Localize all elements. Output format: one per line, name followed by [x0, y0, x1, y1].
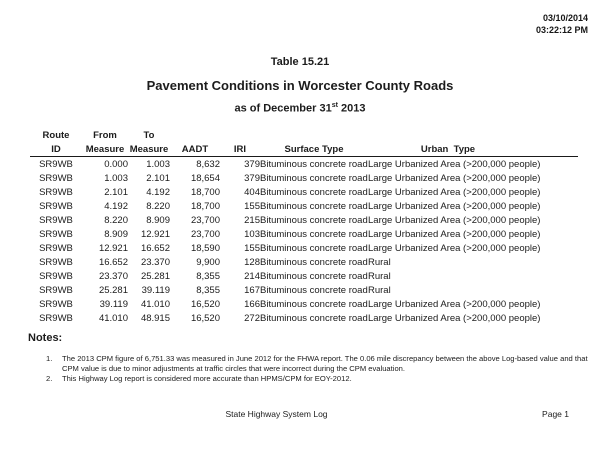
header-from: From: [93, 130, 117, 141]
table-row: [30, 213, 578, 227]
surface-type-cell: Bituminous concrete road: [260, 284, 368, 296]
urban-type-cell: Large Urbanized Area (>200,000 people): [368, 312, 541, 324]
route-id-cell: SR9WB: [39, 158, 73, 170]
aadt-cell: 8,355: [196, 284, 220, 296]
surface-type-cell: Bituminous concrete road: [260, 186, 368, 198]
from-measure-cell: 4.192: [104, 200, 128, 212]
aadt-cell: 23,700: [190, 214, 220, 226]
iri-cell: 379: [244, 172, 260, 184]
to-measure-cell: 2.101: [146, 172, 170, 184]
surface-type-cell: Bituminous concrete road: [260, 270, 368, 282]
subtitle-superscript: st: [331, 102, 338, 109]
iri-cell: 404: [244, 186, 260, 198]
route-id-cell: SR9WB: [39, 312, 73, 324]
header-route-id: ID: [30, 142, 82, 157]
from-measure-cell: 1.003: [104, 172, 128, 184]
aadt-cell: 8,355: [196, 270, 220, 282]
table-row: [30, 297, 578, 311]
table-row: [30, 199, 578, 213]
note-number: 1.: [46, 354, 53, 363]
from-measure-cell: 41.010: [98, 312, 128, 324]
from-measure-cell: 39.119: [99, 298, 128, 310]
iri-cell: 379: [244, 158, 260, 170]
table-number-title: Table 15.21: [270, 56, 330, 68]
iri-cell: 128: [244, 256, 260, 268]
notes-list: [46, 354, 588, 383]
footer-report-title: State Highway System Log: [225, 409, 328, 419]
route-id-cell: SR9WB: [39, 284, 73, 296]
surface-type-cell: Bituminous concrete road: [260, 242, 368, 254]
to-measure-cell: 41.010: [140, 298, 170, 310]
route-id-cell: SR9WB: [39, 228, 73, 240]
print-timestamp: [536, 13, 588, 36]
aadt-cell: 8,632: [196, 158, 220, 170]
surface-type-cell: Bituminous concrete road: [260, 200, 368, 212]
from-measure-cell: 23.370: [98, 270, 128, 282]
header-urban-type: Urban Type: [368, 142, 578, 157]
header-spacer: [170, 129, 220, 142]
table-row: [30, 255, 578, 269]
to-measure-cell: 1.003: [146, 158, 170, 170]
route-id-cell: SR9WB: [39, 186, 73, 198]
note-text: The 2013 CPM figure of 6,751.33 was measured in June 2012 for the FHWA report. The 0.06 mile discrepancy between the above Log-based value and that CPM value is due to minor adjustments at traffic circles that were incorrect during the CPM evaluation.: [62, 354, 588, 373]
header-route: Route: [42, 130, 70, 141]
header-row-2: [30, 142, 578, 157]
note-item: [46, 354, 588, 374]
aadt-cell: 18,590: [190, 242, 220, 254]
route-id-cell: SR9WB: [39, 200, 73, 212]
header-surface-type: Surface Type: [260, 142, 368, 157]
to-measure-cell: 48.915: [140, 312, 170, 324]
route-id-cell: SR9WB: [39, 270, 73, 282]
route-id-cell: SR9WB: [39, 214, 73, 226]
urban-type-cell: Large Urbanized Area (>200,000 people): [368, 158, 541, 170]
route-id-cell: SR9WB: [39, 242, 73, 254]
header-to-measure: Measure: [129, 143, 169, 155]
iri-cell: 103: [244, 228, 260, 240]
to-measure-cell: 39.119: [141, 284, 170, 296]
notes-heading: Notes:: [28, 332, 63, 344]
header-row-1: [30, 129, 578, 142]
page-subtitle: [0, 102, 600, 115]
aadt-cell: 9,900: [196, 256, 220, 268]
from-measure-cell: 16.652: [98, 256, 128, 268]
urban-type-cell: Large Urbanized Area (>200,000 people): [368, 228, 541, 240]
urban-type-cell: Large Urbanized Area (>200,000 people): [368, 200, 541, 212]
header-to: To: [143, 130, 155, 141]
from-measure-cell: 8.220: [104, 214, 128, 226]
surface-type-cell: Bituminous concrete road: [260, 214, 368, 226]
iri-cell: 155: [244, 242, 260, 254]
from-measure-cell: 25.281: [98, 284, 128, 296]
aadt-cell: 16,520: [190, 312, 220, 324]
urban-type-cell: Rural: [368, 284, 391, 296]
note-number: 2.: [46, 373, 53, 383]
iri-cell: 272: [244, 312, 260, 324]
to-measure-cell: 16.652: [140, 242, 170, 254]
header-spacer: [220, 129, 260, 142]
note-text: This Highway Log report is considered more accurate than HPMS/CPM for EOY-2012.: [62, 373, 352, 383]
urban-type-cell: Large Urbanized Area (>200,000 people): [368, 242, 541, 254]
to-measure-cell: 8.220: [146, 200, 170, 212]
urban-type-cell: Rural: [368, 256, 391, 268]
to-measure-cell: 4.192: [146, 186, 170, 198]
header-spacer: [260, 129, 368, 142]
iri-cell: 155: [244, 200, 260, 212]
header-aadt: AADT: [170, 142, 220, 157]
urban-type-cell: Large Urbanized Area (>200,000 people): [368, 298, 541, 310]
pavement-conditions-table: [30, 129, 578, 325]
aadt-cell: 18,700: [190, 186, 220, 198]
surface-type-cell: Bituminous concrete road: [260, 228, 368, 240]
iri-cell: 215: [244, 214, 260, 226]
table-row: [30, 185, 578, 199]
subtitle-suffix: 2013: [337, 102, 366, 115]
iri-cell: 167: [244, 284, 260, 296]
aadt-cell: 16,520: [190, 298, 220, 310]
table-row: [30, 283, 578, 297]
table-row: [30, 311, 578, 325]
header-from-measure: Measure: [82, 142, 128, 157]
to-measure-cell: 25.281: [140, 270, 170, 282]
page-title: Pavement Conditions in Worcester County Roads: [146, 78, 454, 93]
subtitle-prefix: as of December 31: [234, 102, 332, 115]
route-id-cell: SR9WB: [39, 256, 73, 268]
from-measure-cell: 2.101: [104, 186, 128, 198]
surface-type-cell: Bituminous concrete road: [260, 256, 368, 268]
table-row: [30, 241, 578, 255]
printed-time: 03:22:12 PM: [535, 24, 588, 35]
from-measure-cell: 8.909: [104, 228, 128, 240]
urban-type-cell: Rural: [368, 270, 391, 282]
surface-type-cell: Bituminous concrete road: [260, 172, 368, 184]
table-row: [30, 227, 578, 241]
iri-cell: 214: [244, 270, 260, 282]
route-id-cell: SR9WB: [39, 298, 73, 310]
urban-type-cell: Large Urbanized Area (>200,000 people): [368, 172, 541, 184]
aadt-cell: 18,654: [190, 172, 220, 184]
to-measure-cell: 23.370: [140, 256, 170, 268]
surface-type-cell: Bituminous concrete road: [260, 158, 368, 170]
to-measure-cell: 8.909: [146, 214, 170, 226]
table-row: [30, 157, 578, 172]
header-iri: IRI: [220, 142, 260, 157]
printed-date: 03/10/2014: [542, 13, 588, 23]
table-row: [30, 171, 578, 185]
surface-type-cell: Bituminous concrete road: [260, 298, 368, 310]
urban-type-cell: Large Urbanized Area (>200,000 people): [368, 214, 541, 226]
iri-cell: 166: [244, 298, 260, 310]
header-spacer: [368, 129, 578, 142]
from-measure-cell: 0.000: [104, 158, 128, 170]
page-number: Page 1: [542, 409, 569, 419]
urban-type-cell: Large Urbanized Area (>200,000 people): [368, 186, 541, 198]
route-id-cell: SR9WB: [39, 172, 73, 184]
aadt-cell: 23,700: [190, 228, 220, 240]
table-row: [30, 269, 578, 283]
aadt-cell: 18,700: [190, 200, 220, 212]
from-measure-cell: 12.921: [98, 242, 128, 254]
to-measure-cell: 12.921: [140, 228, 170, 240]
surface-type-cell: Bituminous concrete road: [260, 312, 368, 324]
note-item: [46, 374, 588, 384]
